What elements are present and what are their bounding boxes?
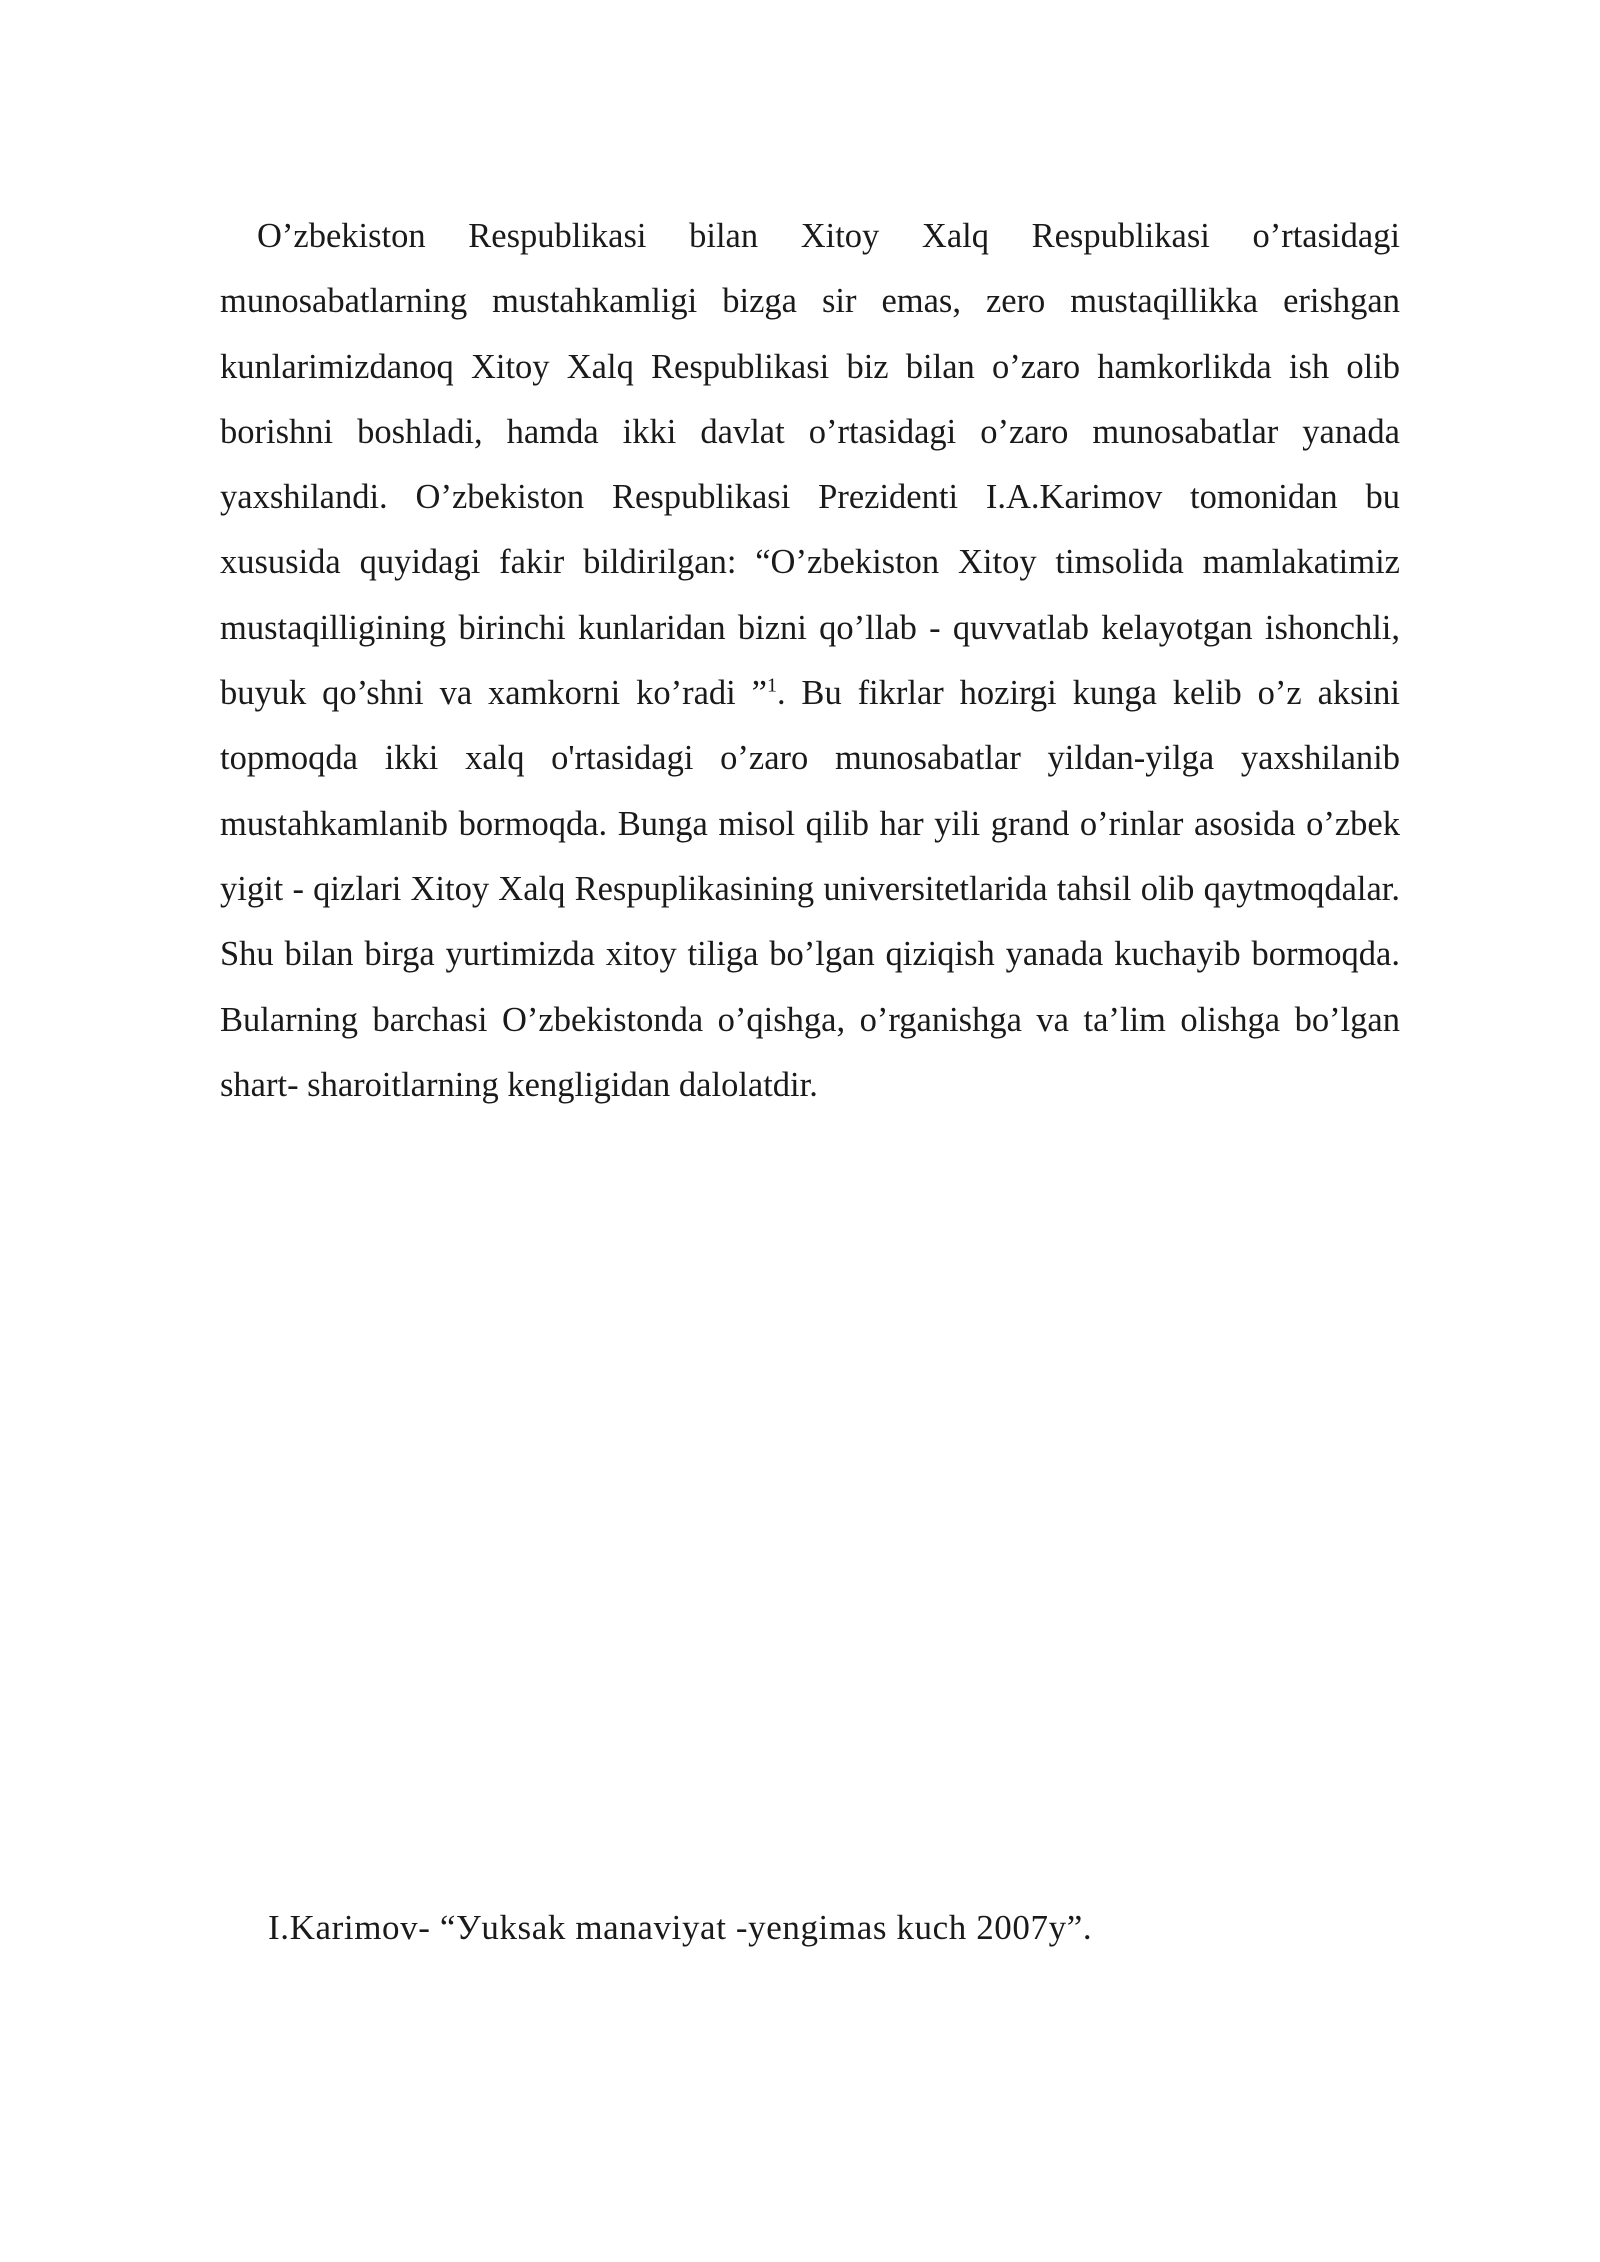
body-paragraph [220,204,1400,1118]
footnote: I.Karimov- “Уuksak manaviyat -yengimas kuch 2007y”. [268,1908,1093,1947]
paragraph-text-part-1: O’zbekiston Respublikasi bilan Xitoy Xalq Respublikasi o’rtasidagi munosabatlarning mustahkamligi bizga sir emas, zero mustaqillikka erishgan kunlarimizdanoq Xitoy Xalq Respublikasi biz bilan o’zaro hamkorlikda ish olib borishni boshladi, hamda ikki davlat o’rtasidagi o’zaro munosabatlar yanada yaxshilandi. O’zbekiston Respublikasi Prezidenti I.A.Karimov tomonidan bu xususida quyidagi fakir bildirilgan: “O’zbekiston Xitoy timsolida mamlakatimiz mustaqilligining birinchi kunlaridan bizni qo’llab - quvvatlab kelayotgan ishonchli, buyuk qo’shni va xamkorni ko’radi ” [220,217,1400,713]
paragraph-text-part-2: . Bu fikrlar hozirgi kunga kelib o’z aksini topmoqda ikki xalq o'rtasidagi o’zaro munosabatlar yildan-yilga yaxshilanib mustahkamlanib bormoqda. Bunga misol qilib har yili grand o’rinlar asosida o’zbek yigit - qizlari Xitoy Xalq Respuplikasining universitetlarida tahsil olib qaytmoqdalar. Shu bilan birga yurtimizda xitoy tiliga bo’lgan qiziqish yanada kuchayib bormoqda. Bularning barchasi O’zbekistonda o’qishga, o’rganishga va ta’lim olishga bo’lgan shart- sharoitlarning kengligidan dalolatdir. [220,674,1400,1104]
footnote-reference: 1 [766,674,777,697]
